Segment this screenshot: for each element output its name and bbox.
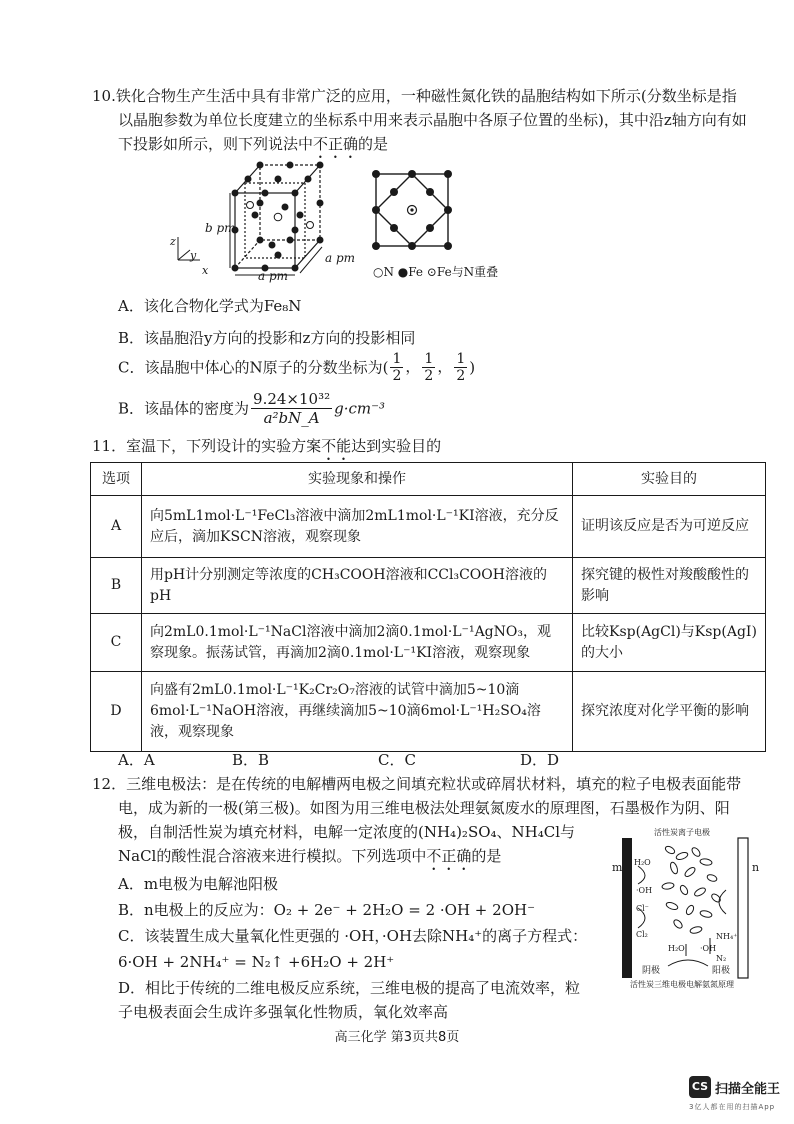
q11-answer-c: C．C bbox=[378, 751, 416, 769]
density-fraction: $\frac{\text{9.24×10³²}}{\text{a²bN\_A}}$ bbox=[253, 390, 331, 427]
q10-line3: 下投影如所示，则下列说法中不正确的是 bbox=[118, 135, 389, 153]
fig-h2o-2: H₂O bbox=[668, 944, 685, 953]
q11-answer-b: B．B bbox=[232, 751, 270, 769]
q11-title: 11．室温下，下列设计的实验方案不能达到实验目的 bbox=[92, 437, 442, 455]
axis-z: z bbox=[170, 235, 176, 248]
frac-3: $\frac{1}{2}$ bbox=[456, 351, 466, 384]
fig-m-label: m bbox=[612, 861, 623, 874]
fig-caption: 活性炭三维电极电解氨氮原理 bbox=[630, 980, 734, 989]
fig-top-label: 活性炭离子电极 bbox=[654, 828, 710, 837]
fig-oh: ·OH bbox=[636, 886, 653, 895]
label-b-pm: b pm bbox=[205, 221, 236, 235]
fig-oh-2: ·OH bbox=[700, 944, 717, 953]
header-option: 选项 bbox=[91, 463, 142, 496]
row-aim: 探究键的极性对羧酸酸性的影响 bbox=[573, 558, 766, 614]
row-operation: 用pH计分别测定等浓度的CH₃COOH溶液和CCl₃COOH溶液的pH bbox=[142, 558, 573, 614]
projection-figure bbox=[370, 168, 454, 252]
q12-option-c: C．该装置生成大量氧化性更强的 ·OH，·OH去除NH₄⁺的离子方程式： bbox=[118, 927, 588, 945]
fig-nh4: NH₄⁺ bbox=[716, 932, 738, 941]
q10-option-b: B．该晶胞沿y方向的投影和z方向的投影相同 bbox=[118, 329, 416, 347]
fig-n-label: n bbox=[752, 861, 760, 874]
fig-cathode: 阴极 bbox=[642, 966, 661, 976]
row-aim: 证明该反应是否为可逆反应 bbox=[573, 496, 766, 558]
row-operation: 向5mL1mol·L⁻¹FeCl₃溶液中滴加2mL1mol·L⁻¹KI溶液，充分反应后，滴加KSCN溶液，观察现象 bbox=[142, 496, 573, 558]
q10-option-c: C．该晶胞中体心的N原子的分数坐标为( $\frac{1}{2}$ ， $\frac{1}{2}$ ， $\frac{1}{2}$ ) bbox=[118, 351, 476, 384]
header-aim: 实验目的 bbox=[573, 463, 766, 496]
scanner-name: 扫描全能王 bbox=[714, 1081, 780, 1097]
q12-option-c-equation: 6·OH + 2NH₄⁺ = N₂↑ +6H₂O + 2H⁺ bbox=[118, 953, 395, 971]
row-operation: 向盛有2mL0.1mol·L⁻¹K₂Cr₂O₇溶液的试管中滴加5~10滴6mol·L⁻¹NaOH溶液，再继续滴加5~10滴6mol·L⁻¹H₂SO₄溶液，观察现象 bbox=[142, 672, 573, 752]
experiment-table bbox=[90, 462, 766, 752]
q11-answer-d: D．D bbox=[520, 751, 560, 769]
page-footer: 高三化学 第3页共8页 bbox=[334, 1030, 460, 1045]
row-option: A bbox=[91, 496, 142, 558]
frac-2: $\frac{1}{2}$ bbox=[424, 351, 434, 384]
q12-line1: 12．三维电极法：是在传统的电解槽两电极之间填充粒状或碎屑状材料，填充的粒子电极表面能带 bbox=[92, 775, 742, 793]
scanner-watermark bbox=[689, 1076, 780, 1112]
fig-h2o: H₂O bbox=[634, 858, 651, 867]
q11-answer-a: A．A bbox=[118, 751, 155, 769]
header-operation: 实验现象和操作 bbox=[142, 463, 573, 496]
q12-line2: 电，成为新的一极(第三极)。如图为用三维电极法处理氨氮废水的原理图，石墨极作为阴、阳 bbox=[118, 799, 730, 817]
q10-option-d: B．该晶体的密度为 $\frac{\text{9.24×10³²}}{\text{a²bN\_A}}$ g·cm⁻³ bbox=[118, 390, 386, 427]
q10-line1: 10.铁化合物生产生活中具有非常广泛的应用，一种磁性氮化铁的晶胞结构如下所示(分数坐标是指 bbox=[92, 87, 737, 105]
q10-option-a: A．该化合物化学式为Fe₈N bbox=[118, 297, 302, 315]
label-a-pm-depth: a pm bbox=[325, 251, 356, 265]
fig-cl2: Cl₂ bbox=[636, 930, 648, 939]
row-option: C bbox=[91, 614, 142, 672]
legend: ○N ●Fe ⊙Fe与N重叠 bbox=[373, 265, 499, 279]
row-operation: 向2mL0.1mol·L⁻¹NaCl溶液中滴加2滴0.1mol·L⁻¹AgNO₃，观察现象。振荡试管，再滴加2滴0.1mol·L⁻¹KI溶液，观察现象 bbox=[142, 614, 573, 672]
table-row bbox=[91, 614, 766, 672]
electrolysis-figure bbox=[608, 826, 768, 990]
table-row bbox=[91, 496, 766, 558]
q12-line4: NaCl的酸性混合溶液来进行模拟。下列选项中不正确的是 bbox=[118, 847, 502, 865]
fig-cl: Cl⁻ bbox=[636, 904, 649, 913]
q12-line3: 极，自制活性炭为填充材料，电解一定浓度的(NH₄)₂SO₄、NH₄Cl与 bbox=[118, 823, 576, 841]
table-row bbox=[91, 672, 766, 752]
fig-anode: 阳极 bbox=[712, 966, 731, 976]
q12-option-b: B．n电极上的反应为：O₂ + 2e⁻ + 2H₂O = 2 ·OH + 2OH⁻ bbox=[118, 901, 535, 919]
row-aim: 探究浓度对化学平衡的影响 bbox=[573, 672, 766, 752]
scanner-logo-icon: CS bbox=[689, 1076, 711, 1098]
row-aim: 比较Ksp(AgCl)与Ksp(AgI)的大小 bbox=[573, 614, 766, 672]
label-a-pm: a pm bbox=[258, 269, 289, 283]
row-option: D bbox=[91, 672, 142, 752]
q12-option-d-line1: D．相比于传统的二维电极反应系统，三维电极的提高了电流效率，粒 bbox=[118, 979, 581, 997]
table-row bbox=[91, 558, 766, 614]
row-option: B bbox=[91, 558, 142, 614]
q12-option-a: A．m电极为电解池阳极 bbox=[118, 875, 279, 893]
q12-option-d-line2: 子电极表面会生成许多强氧化性物质，氧化效率高 bbox=[118, 1003, 449, 1021]
q10-line2: 以晶胞参数为单位长度建立的坐标系中用来表示晶胞中各原子位置的坐标)，其中沿z轴方向有如 bbox=[118, 111, 747, 129]
axis-y: y bbox=[190, 249, 197, 262]
fig-n2: N₂ bbox=[716, 954, 727, 963]
axis-x: x bbox=[202, 264, 209, 277]
table-header-row bbox=[91, 463, 766, 496]
scanner-slogan: 3亿人都在用的扫描App bbox=[688, 1103, 776, 1111]
frac-1: $\frac{1}{2}$ bbox=[392, 351, 402, 384]
